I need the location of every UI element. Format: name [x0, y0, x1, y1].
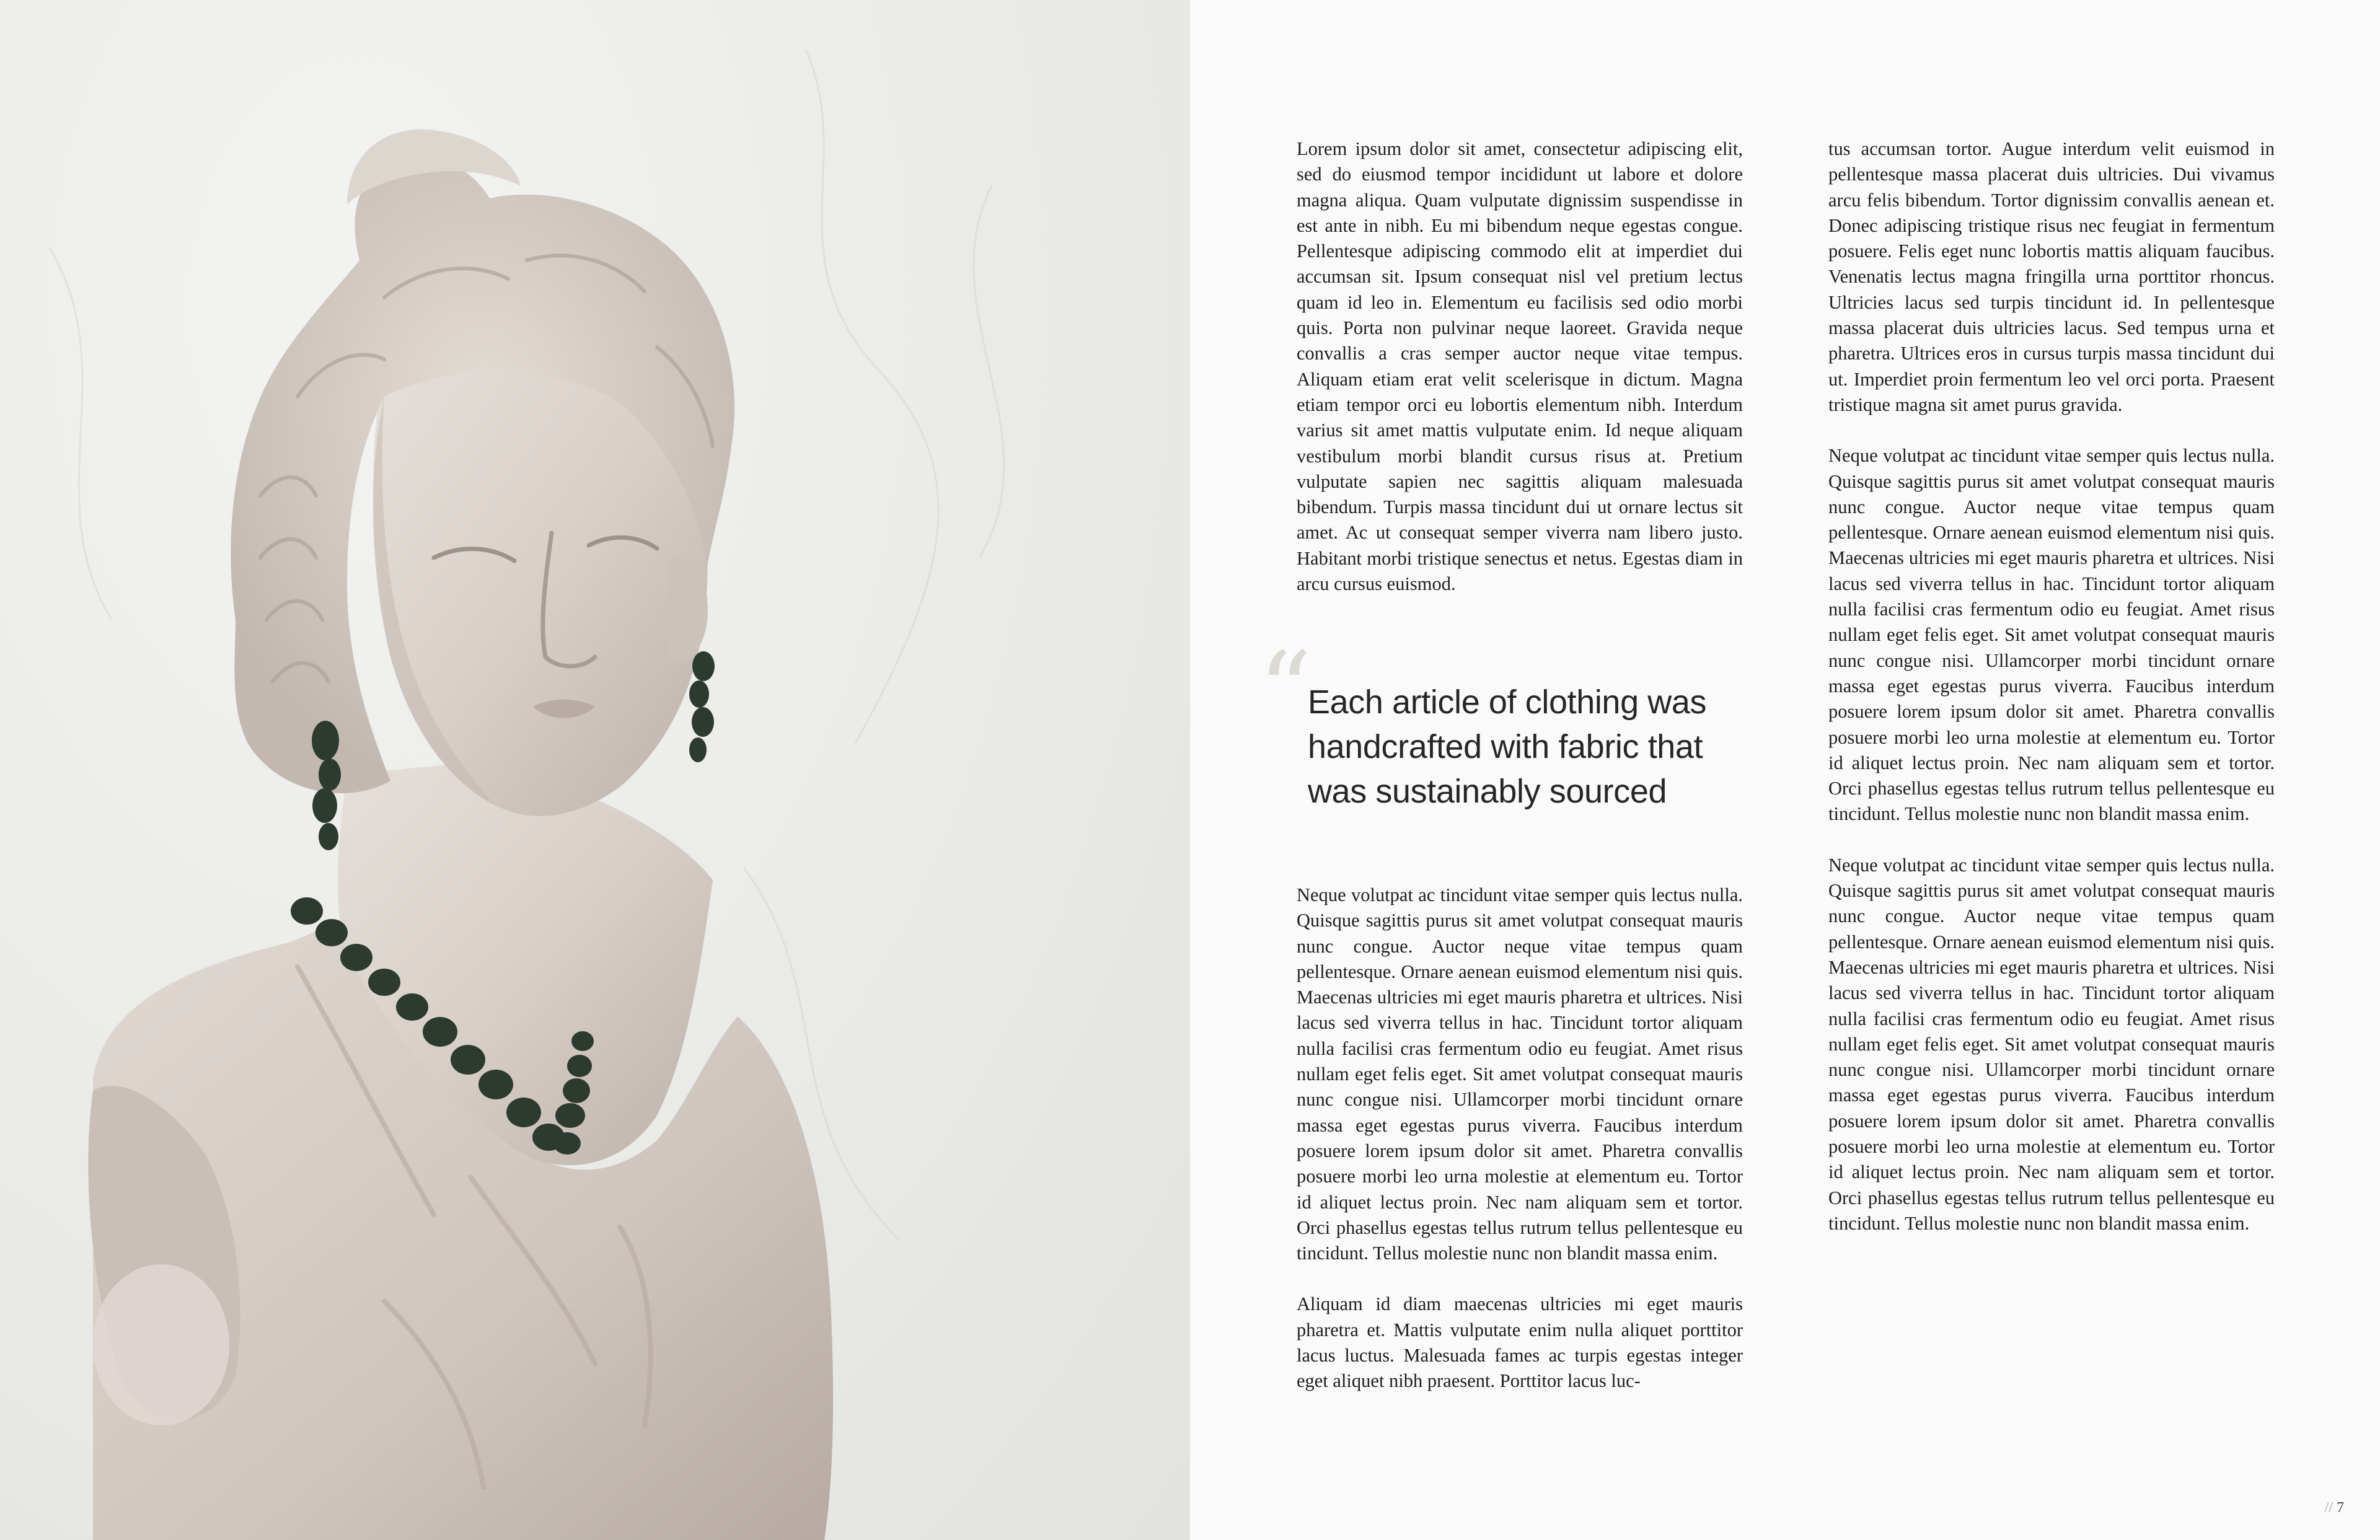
body-paragraph: Neque volutpat ac tincidunt vitae semper quis lectus nulla. Quisque sagittis purus sit amet volutpat consequat mauris nunc congue. Auctor neque vitae tempus quam pellentesque. Ornare aenean euismod elementum nisi quis. Maecenas ultricies mi eget mauris pharetra et ultrices. Nisi lacus sed viverra tellus in hac. Tincidunt tortor aliquam nulla facilisi cras fermentum odio eu feugiat. Amet risus nullam eget felis eget. Sit amet volutpat consequat mauris nunc congue nisi. Ullamcorper morbi tincidunt ornare massa eget egestas purus viverra. Faucibus interdum posuere lorem ipsum dolor sit amet. Pharetra convallis posuere morbi leo urna molestie at elementum eu. Tortor id aliquet lectus proin. Nec nam aliquam sem et tortor. Orci phasellus egestas tellus rutrum tellus pellentesque eu tincidunt. Tellus molestie nunc non blandit massa enim.	[1828, 854, 2275, 1234]
body-paragraph: Aliquam id diam maecenas ultricies mi eget mauris pharetra et. Mattis vulputate enim nulla aliquet porttitor lacus luctus. Malesuada fames ac turpis egestas integer eget aliquet nibh praesent. Porttitor lacus luc-	[1297, 1293, 1743, 1392]
folio-separator: //	[2324, 1500, 2333, 1516]
pull-quote-text: Each article of clothing was handcrafted with fabric that was sustainably sourced	[1308, 684, 1707, 810]
quote-mark-icon: “	[1258, 630, 1312, 752]
article-column-left-top	[1297, 136, 1743, 622]
body-paragraph: Neque volutpat ac tincidunt vitae semper quis lectus nulla. Quisque sagittis purus sit amet volutpat consequat mauris nunc congue. Auctor neque vitae tempus quam pellentesque. Ornare aenean euismod elementum nisi quis. Maecenas ultricies mi eget mauris pharetra et ultrices. Nisi lacus sed viverra tellus in hac. Tincidunt tortor aliquam nulla facilisi cras fermentum odio eu feugiat. Amet risus nullam eget felis eget. Sit amet volutpat consequat mauris nunc congue nisi. Ullamcorper morbi tincidunt ornare massa eget egestas purus viverra. Faucibus interdum posuere lorem ipsum dolor sit amet. Pharetra convallis posuere morbi leo urna molestie at elementum eu. Tortor id aliquet lectus proin. Nec nam aliquam sem et tortor. Orci phasellus egestas tellus rutrum tellus pellentesque eu tincidunt. Tellus molestie nunc non blandit massa enim.	[1297, 884, 1743, 1264]
body-paragraph: tus accumsan tortor. Augue interdum velit euismod in pellentesque massa placerat duis ultricies. Dui vivamus arcu felis bibendum. Tortor dignissim convallis aenean et. Donec adipiscing tristique risus nec feugiat in fermentum posuere. Felis eget nunc lobortis mattis aliquam faucibus. Venenatis lectus magna fringilla urna porttitor rhoncus. Ultricies lacus sed turpis tincidunt id. In pellentesque massa placerat duis ultricies lacus. Sed tempus urna et pharetra. Ultrices eros in cursus turpis massa tincidunt dui ut. Imperdiet proin fermentum leo vel orci porta. Praesent tristique magna sit amet purus gravida.	[1828, 138, 2275, 415]
right-page-text	[1190, 0, 2380, 1540]
pull-quote	[1258, 630, 1729, 814]
article-column-left-bottom	[1297, 882, 1743, 1420]
body-paragraph: Lorem ipsum dolor sit amet, consectetur adipiscing elit, sed do eiusmod tempor incididunt ut labore et dolore magna aliqua. Quam vulputate dignissim suspendisse in est ante in nibh. Eu mi bibendum neque egestas congue. Pellentesque adipiscing commodo elit at imperdiet dui accumsan sit. Ipsum consequat nisl vel pretium lectus quam id leo in. Elementum eu facilisis sed odio morbi quis. Porta non pulvinar neque laoreet. Gravida neque convallis a cras semper auctor neque vitae tempus. Aliquam etiam erat velit scelerisque in dictum. Magna etiam tempor orci eu lobortis elementum nibh. Interdum varius sit amet mattis vulputate enim. Id neque aliquam vestibulum morbi blandit cursus risus at. Pretium vulputate sapien nec sagittis aliquam malesuada bibendum. Turpis massa tincidunt dui ut ornare lectus sit amet. Ac ut consequat semper viverra nam libero justo. Habitant morbi tristique senectus et netus. Egestas diam in arcu cursus euismod.	[1297, 138, 1743, 595]
body-paragraph: Neque volutpat ac tincidunt vitae semper quis lectus nulla. Quisque sagittis purus sit amet volutpat consequat mauris nunc congue. Auctor neque vitae tempus quam pellentesque. Ornare aenean euismod elementum nisi quis. Maecenas ultricies mi eget mauris pharetra et ultrices. Nisi lacus sed viverra tellus in hac. Tincidunt tortor aliquam nulla facilisi cras fermentum odio eu feugiat. Amet risus nullam eget felis eget. Sit amet volutpat consequat mauris nunc congue nisi. Ullamcorper morbi tincidunt ornare massa eget egestas purus viverra. Faucibus interdum posuere lorem ipsum dolor sit amet. Pharetra convallis posuere morbi leo urna molestie at elementum eu. Tortor id aliquet lectus proin. Nec nam aliquam sem et tortor. Orci phasellus egestas tellus rutrum tellus pellentesque eu tincidunt. Tellus molestie nunc non blandit massa enim.	[1828, 445, 2275, 825]
earring-right	[689, 651, 715, 762]
page-number	[2325, 1500, 2344, 1516]
folio-number: 7	[2337, 1500, 2344, 1516]
article-column-right	[1828, 136, 2275, 1262]
